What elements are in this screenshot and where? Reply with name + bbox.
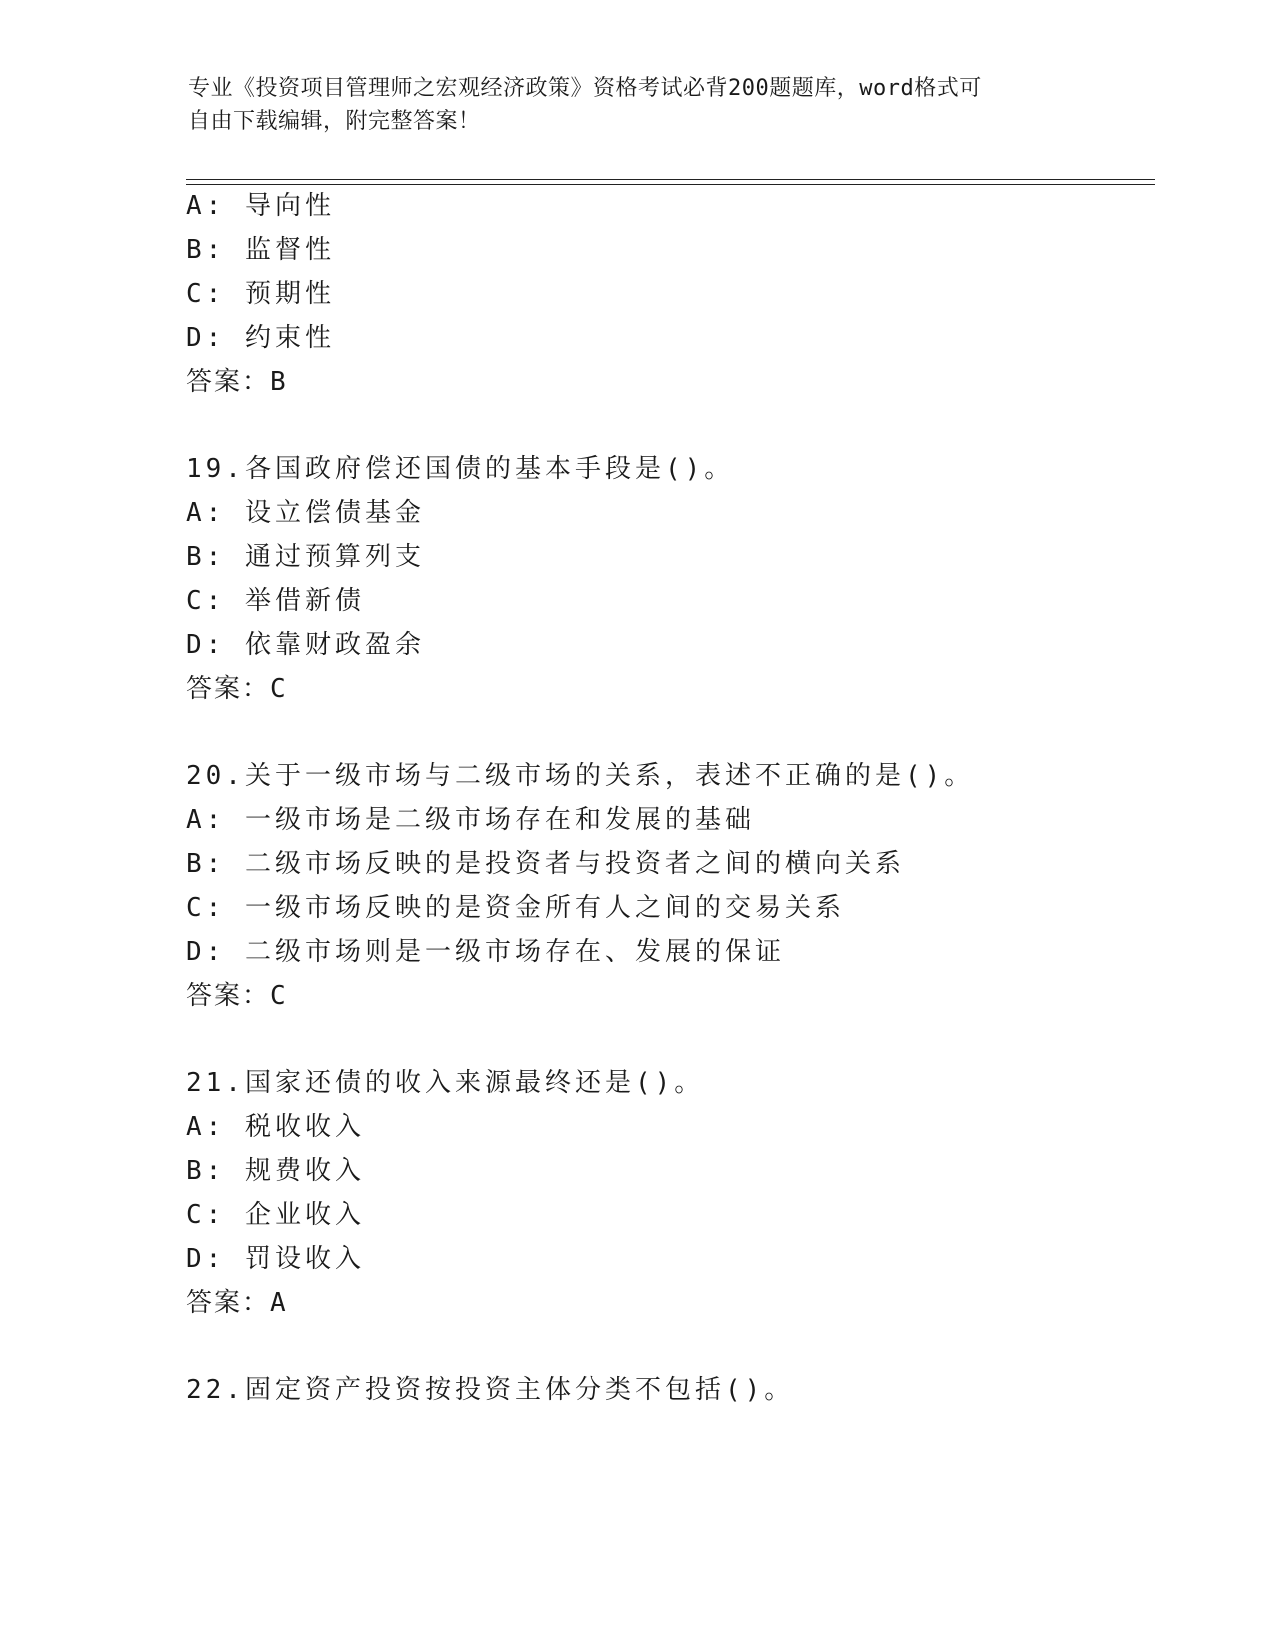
q19-option-c: C: 举借新债 xyxy=(186,586,365,616)
q20-question: 20.关于一级市场与二级市场的关系，表述不正确的是()。 xyxy=(186,761,975,791)
q20-answer: 答案：C xyxy=(186,981,288,1011)
q21-option-a: A: 税收收入 xyxy=(186,1112,365,1142)
q21-option-d: D: 罚设收入 xyxy=(186,1244,365,1274)
q19-option-d: D: 依靠财政盈余 xyxy=(186,630,425,660)
header-line-2: 自由下载编辑，附完整答案！ xyxy=(188,109,481,134)
q19-answer: 答案：C xyxy=(186,674,288,704)
q20-option-d: D: 二级市场则是一级市场存在、发展的保证 xyxy=(186,937,785,967)
q18-option-d: D: 约束性 xyxy=(186,323,335,353)
q21-answer: 答案：A xyxy=(186,1288,288,1318)
q18-option-a: A: 导向性 xyxy=(186,191,335,221)
q20-option-a: A: 一级市场是二级市场存在和发展的基础 xyxy=(186,805,755,835)
q18-option-b: B: 监督性 xyxy=(186,235,335,265)
header-rule-bottom xyxy=(186,184,1155,185)
q20-option-c: C: 一级市场反映的是资金所有人之间的交易关系 xyxy=(186,893,845,923)
q21-option-c: C: 企业收入 xyxy=(186,1200,365,1230)
q19-option-b: B: 通过预算列支 xyxy=(186,542,425,572)
document-header xyxy=(188,72,1088,138)
q19-option-a: A: 设立偿债基金 xyxy=(186,498,425,528)
q21-question: 21.国家还债的收入来源最终还是()。 xyxy=(186,1068,705,1098)
q21-option-b: B: 规费收入 xyxy=(186,1156,365,1186)
q18-option-c: C: 预期性 xyxy=(186,279,335,309)
header-line-1: 专业《投资项目管理师之宏观经济政策》资格考试必背200题题库，word格式可 xyxy=(188,76,982,101)
q19-question: 19.各国政府偿还国债的基本手段是()。 xyxy=(186,454,735,484)
q22-question: 22.固定资产投资按投资主体分类不包括()。 xyxy=(186,1375,795,1405)
header-rule-top xyxy=(186,179,1155,180)
q20-option-b: B: 二级市场反映的是投资者与投资者之间的横向关系 xyxy=(186,849,905,879)
q18-answer: 答案：B xyxy=(186,367,288,397)
